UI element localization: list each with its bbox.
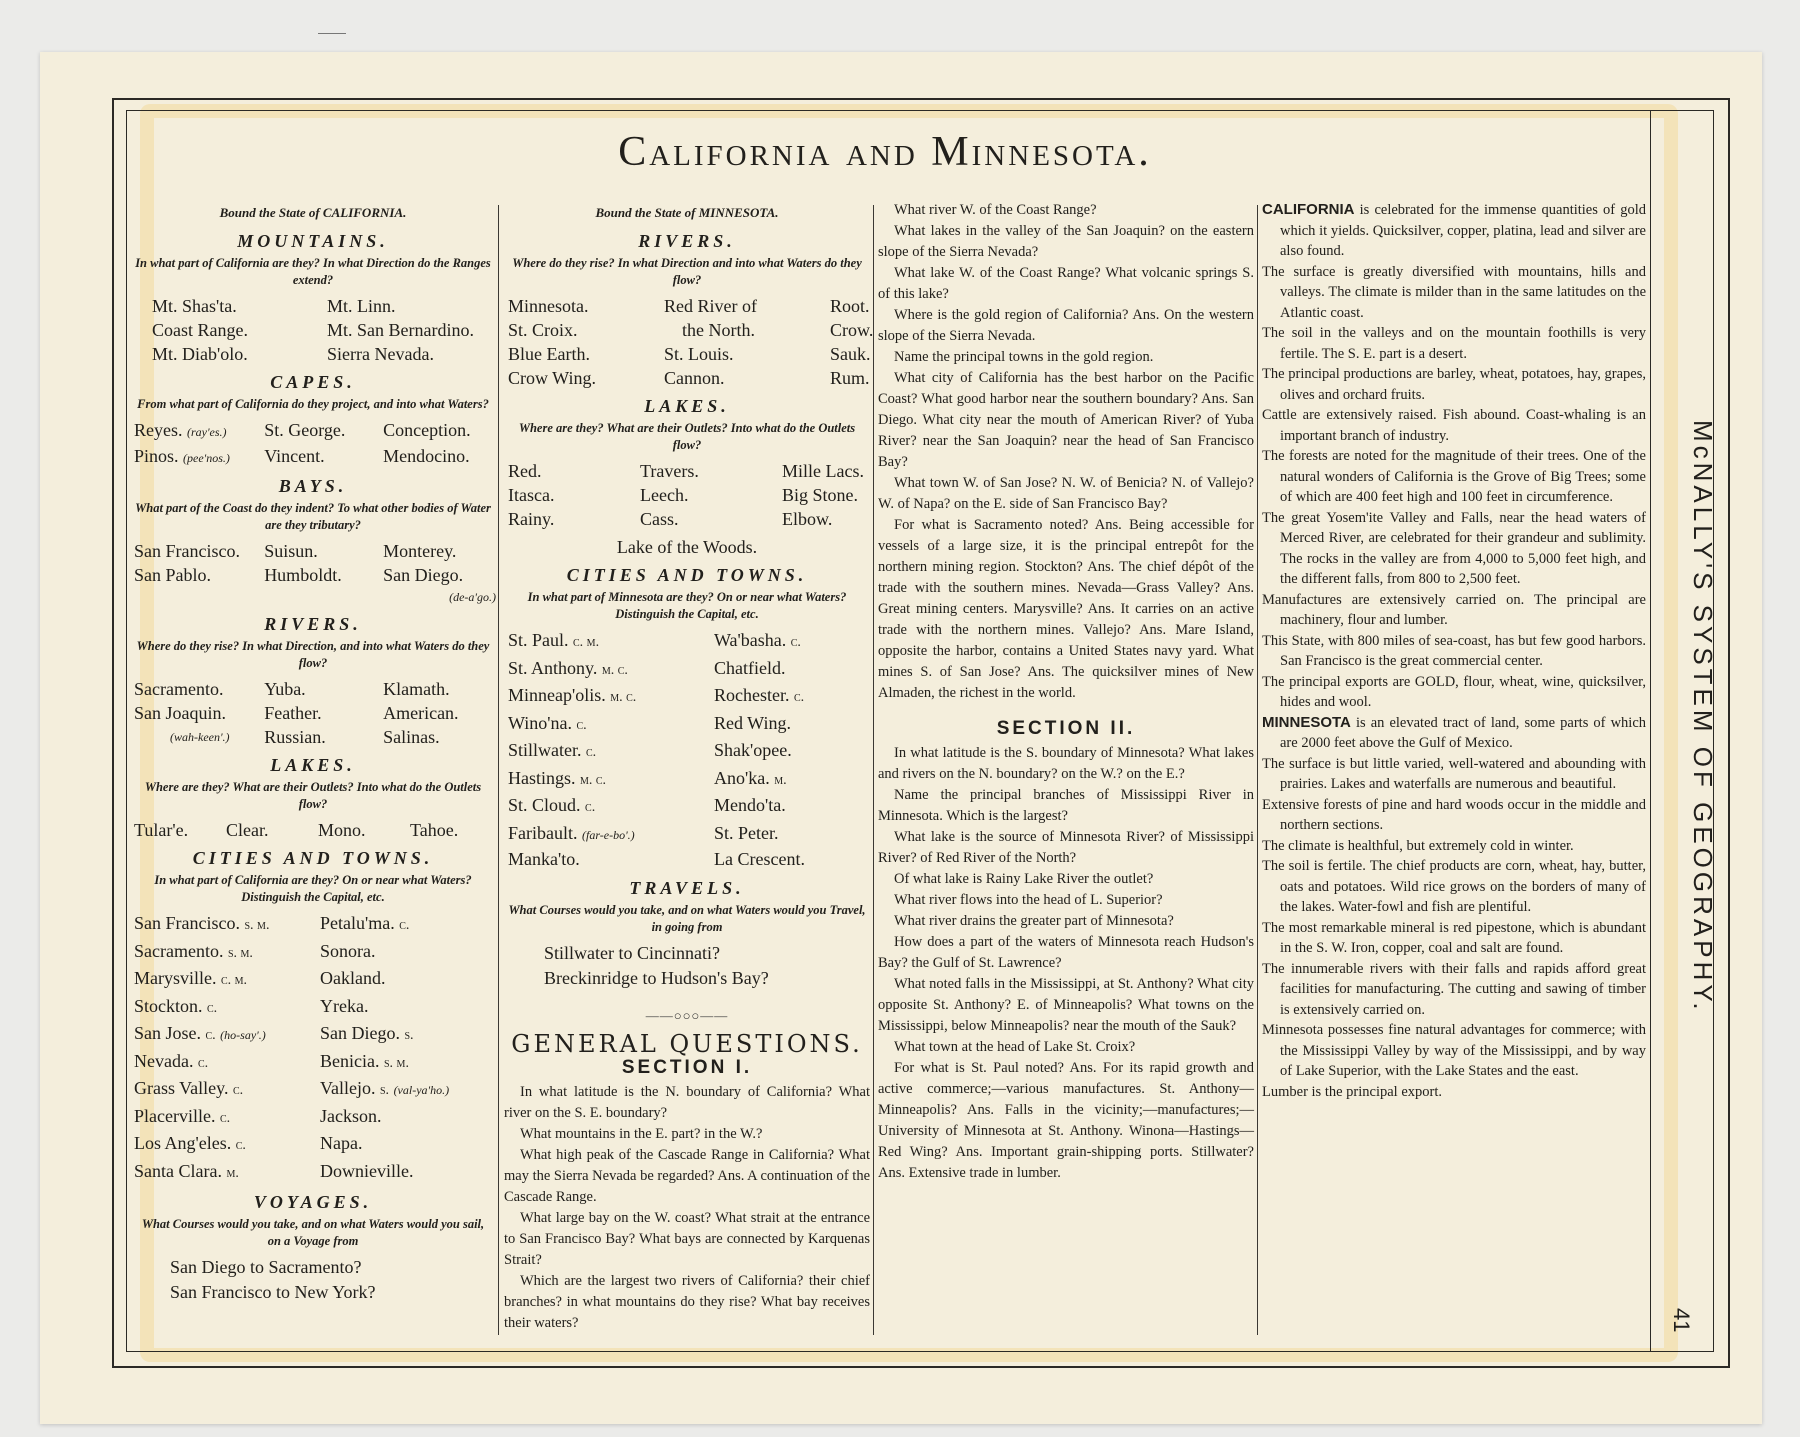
list-item: Crow. [830,320,874,340]
mn-travel-1: Stillwater to Cincinnati? [544,942,720,963]
california-bound: Bound the State of CALIFORNIA. [219,205,407,220]
column-rule-1 [498,205,499,1335]
description-paragraph: This State, with 800 miles of sea-coast, has but few good harbors. San Francisco is the great commercial center. [1262,632,1646,669]
city-item: San Diego. s. [320,1023,414,1043]
ca-rivers-list [130,677,496,749]
description-paragraph: MINNESOTA is an elevated tract of land, some parts of which are 2000 feet above the Gulf of Mexico. [1262,713,1647,751]
list-item: Reyes. (ray'es.) [134,420,227,440]
questions-column [878,200,1254,1184]
city-item: Mendo'ta. [714,795,786,815]
mn-travels-question: What Courses would you take, and on what Waters would you Travel, in going from [508,902,866,934]
ca-voyages-heading: VOYAGES. [253,1192,373,1212]
description-paragraph: The principal productions are barley, wheat, potatoes, hay, grapes, olives and orchard fruits. [1262,366,1646,403]
city-item: Marysville. c. m. [134,968,248,988]
description-paragraph: The principal exports are GOLD, flour, wheat, wine, quicksilver, hides and wool. [1262,673,1646,710]
city-item: Hastings. m. c. [508,767,607,788]
city-item: La Crescent. [714,849,805,869]
mn-cities-list [504,628,870,872]
city-item: Chatfield. [714,657,786,678]
list-item: Rainy. [508,509,555,529]
city-item: Petalu'ma. c. [320,913,410,933]
question-paragraph: What town W. of San Jose? N. W. of Benicia? N. of Vallejo? W. of Napa? on the E. side of San Francisco Bay? [878,475,1254,512]
mn-travels-heading: TRAVELS. [629,877,745,898]
ca-voyages-question: What Courses would you take, and on what Waters would you sail, on a Voyage from [141,1217,485,1248]
question-paragraph: How does a part of the waters of Minnesota reach Hudson's Bay? the Gulf of St. Lawrence? [878,934,1254,971]
ca-cities-question: In what part of California are they? On or near what Waters? Distinguish the Capital, etc. [154,873,472,904]
list-item: Sacramento. [134,679,224,699]
corner-tick-mark [318,33,346,34]
mn-lakes-heading: LAKES. [644,396,730,416]
mn-rivers-question: Where do they rise? In what Direction and into what Waters do they flow? [512,256,862,287]
city-item: Rochester. c. [714,685,805,705]
list-item: Pinos. (pee'nos.) [134,446,230,466]
list-item: Cass. [640,509,679,529]
section-1-continued [878,200,1254,704]
ca-mountains-heading: MOUNTAINS. [237,231,389,251]
list-item: St. Croix. [508,320,578,340]
pronunciation-note: (de-a'go.) [449,590,496,604]
question-paragraph: What river flows into the head of L. Superior? [894,892,1163,908]
question-paragraph: What large bay on the W. coast? What strait at the entrance to San Francisco Bay? What bays are connected by Karquenas Strait? [504,1209,870,1268]
question-paragraph: For what is St. Paul noted? Ans. For its rapid growth and active commerce;—various manufactures. St. Anthony—Minneapolis? Ans. Falls in the vicinity;—manufactures;—University of Minnesota at St. Anthony. Winona—Hastings—Red Wing? Ans. Important grain-shipping ports. Stillwater? Ans. Extensive trade in lumber. [878,1060,1254,1181]
list-item: Sauk. [830,344,871,364]
list-item: Rum. [830,368,870,388]
city-item: Sonora. [320,940,376,961]
city-item: Jackson. [320,1105,382,1126]
list-item: St. George. [264,420,346,440]
list-item: Monterey. [383,541,457,561]
list-item: Mt. San Bernardino. [327,320,474,340]
minnesota-column [504,200,874,1334]
city-item: Faribault. (far-e-bo'.) [508,822,635,843]
question-paragraph: What city of California has the best harbor on the Pacific Coast? What good harbor near the southern boundary? Ans. San Diego. What city near the mouth of American River? of Yuba River? near the San Joaquin? near the head of San Francisco Bay? [878,370,1254,470]
list-item: San Joaquin. [134,703,226,723]
ca-cities-heading: CITIES AND TOWNS. [192,848,434,868]
city-item: Manka'to. [508,849,580,869]
list-item: American. [383,703,459,723]
question-paragraph: What river W. of the Coast Range? [894,202,1097,218]
description-paragraph: Cattle are extensively raised. Fish abound. Coast-whaling is an important branch of industry. [1262,407,1646,444]
list-item: Crow Wing. [508,368,596,388]
mn-lake-of-the-woods: Lake of the Woods. [616,537,758,557]
list-item: Klamath. [383,679,450,699]
list-item: San Francisco. [134,541,240,561]
list-item: Conception. [383,420,471,440]
city-item: St. Peter. [714,822,779,843]
question-paragraph: In what latitude is the S. boundary of Minnesota? What lakes and rivers on the N. boundary? on the W.? on the E.? [878,745,1254,782]
list-item: Blue Earth. [508,344,590,364]
question-paragraph: What river drains the greater part of Minnesota? [894,913,1174,929]
list-item: Tahoe. [410,820,459,840]
minnesota-bound: Bound the State of MINNESOTA. [595,205,779,220]
city-item: Nevada. c. [134,1050,209,1071]
page-title: California and Minnesota. [618,129,1152,175]
question-paragraph: What noted falls in the Mississippi, at St. Anthony? What city opposite St. Anthony? E. of Minneapolis? What towns on the Mississippi, below Minneapolis? near the mouth of the Sauk? [878,976,1254,1034]
mn-rivers-list [504,294,874,390]
city-item: Wa'basha. c. [714,630,801,650]
list-item: Clear. [226,820,269,840]
description-paragraph: The soil in the valleys and on the mountain foothills is very fertile. The S. E. part is a desert. [1262,325,1646,362]
list-item: Humboldt. [264,565,342,585]
city-item: Placerville. c. [134,1105,231,1126]
city-item: Sacramento. s. m. [134,940,253,961]
section-2-heading: SECTION II. [996,718,1136,739]
ca-rivers-question: Where do they rise? In what Direction, and into what Waters do they flow? [136,639,490,670]
question-paragraph: What lake W. of the Coast Range? What volcanic springs S. of this lake? [878,265,1254,302]
list-item: Cannon. [664,368,725,388]
list-item: Travers. [640,461,699,481]
description-paragraph: Extensive forests of pine and hard woods occur in the middle and northern sections. [1262,796,1646,833]
list-item: Sierra Nevada. [327,344,434,364]
ca-capes-question: From what part of California do they project, and into what Waters? [137,397,489,411]
ca-cities-list [130,911,496,1186]
ca-mountains-question: In what part of California are they? In what Direction do the Ranges extend? [135,256,491,287]
ca-mountains-list [130,294,496,366]
city-item: St. Anthony. m. c. [508,657,628,678]
description-paragraph: The climate is healthful, but extremely cold in winter. [1262,837,1574,854]
city-item: Downieville. [320,1160,414,1181]
ca-rivers-heading: RIVERS. [264,614,362,634]
city-item: San Francisco. s. m. [134,913,270,933]
city-item: Wino'na. c. [508,712,587,733]
question-paragraph: In what latitude is the N. boundary of California? What river on the S. E. boundary? [504,1083,870,1121]
pronunciation-note: (wah-keen'.) [170,730,230,744]
list-item: Coast Range. [152,320,248,340]
city-item: Santa Clara. m. [134,1160,239,1181]
description-paragraph: The most remarkable mineral is red pipestone, which is abundant in the S. W. Iron, copper, coal and salt are found. [1262,919,1646,956]
city-item: Minneap'olis. m. c. [508,685,637,705]
city-item: Red Wing. [714,712,791,733]
description-paragraph: The surface is greatly diversified with mountains, hills and valleys. The climate is milder than in the same latitudes on the Atlantic coast. [1262,263,1646,321]
descriptions-column [1262,200,1646,1102]
minnesota-description [1262,713,1646,1103]
mn-lakes-question: Where are they? What are their Outlets? Into what do the Outlets flow? [518,421,856,452]
question-paragraph: What lakes in the valley of the San Joaquin? on the eastern slope of the Sierra Nevada? [878,223,1254,260]
ca-lakes-heading: LAKES. [270,755,356,775]
ornament-divider: ——○○○—— [645,1007,729,1023]
column-rule-3 [1257,205,1258,1335]
list-item: Salinas. [383,727,440,747]
list-item: Tular'e. [134,820,189,840]
list-item: the North. [682,320,755,340]
ca-bays-heading: BAYS. [278,476,348,496]
list-item: Elbow. [782,509,833,529]
city-item: Stockton. c. [134,995,218,1016]
page-number: 41 [1669,1308,1694,1333]
description-paragraph: Lumber is the principal export. [1262,1083,1442,1100]
california-description [1262,200,1646,713]
list-item: Big Stone. [782,485,859,505]
general-questions-heading: GENERAL QUESTIONS. [511,1029,863,1058]
city-item: Grass Valley. c. [134,1078,244,1098]
mn-lakes-list [504,459,870,531]
list-item: Vincent. [264,446,325,466]
description-paragraph: Minnesota possesses fine natural advantages for commerce; with the Mississippi Valley by way of the Mississippi, and by way of Lake Superior, with the Lake States and the east. [1262,1022,1646,1079]
question-paragraph: Where is the gold region of California? Ans. On the western slope of the Sierra Nevada. [878,307,1254,344]
city-item: Benicia. s. m. [320,1050,409,1071]
list-item: Minnesota. [508,296,589,316]
question-paragraph: What town at the head of Lake St. Croix? [894,1039,1136,1055]
side-rule [1650,111,1651,1351]
description-paragraph: The soil is fertile. The chief products are corn, wheat, hay, butter, oats and potatoes. Wild rice grows on the borders of many of the lakes. Water-fowl and fish are plentiful. [1262,858,1646,915]
list-item: San Diego. [383,565,464,585]
city-item: Shak'opee. [714,740,792,760]
question-paragraph: Name the principal branches of Mississippi River in Minnesota. Which is the largest? [878,787,1254,824]
list-item: Mt. Shas'ta. [152,296,237,316]
mn-travel-2: Breckinridge to Hudson's Bay? [544,967,769,988]
city-item: St. Cloud. c. [508,795,596,815]
list-item: Leech. [640,485,689,505]
mn-rivers-heading: RIVERS. [638,231,736,251]
list-item: Root. [830,296,870,316]
section-1-heading: SECTION I. [621,1056,753,1078]
city-item: Stillwater. c. [508,740,597,760]
list-item: Mt. Diab'olo. [152,344,248,364]
city-item: San Jose. c. (ho-say'.) [134,1023,266,1043]
description-paragraph: CALIFORNIA is celebrated for the immense quantities of gold which it yields. Quicksilver, copper, platina, lead and silver are also found. [1262,201,1647,259]
list-item: St. Louis. [664,344,734,364]
list-item: Red. [508,461,542,481]
list-item: Russian. [264,727,326,747]
city-item: Yreka. [320,995,369,1016]
description-paragraph: The surface is but little varied, well-watered and abounding with prairies. Lakes and waterfalls are numerous and beautiful. [1262,755,1646,792]
series-title: McNALLY'S SYSTEM OF GEOGRAPHY. [1688,420,1718,1014]
question-paragraph: What high peak of the Cascade Range in California? What may the Sierra Nevada be regarded? Ans. A continuation of the Cascade Range. [504,1146,871,1205]
description-paragraph: The forests are noted for the magnitude of their trees. One of the natural wonders of California is the Grove of Big Trees; some of which are 400 feet high and 100 feet in circumference. [1262,448,1646,505]
section-2-text [878,743,1254,1184]
description-paragraph: Manufactures are extensively carried on. The principal are machinery, flour and lumber. [1262,591,1646,628]
section-1-text [504,1082,870,1334]
ca-voyage-2: San Francisco to New York? [170,1282,376,1302]
ca-bays-question: What part of the Coast do they indent? To what other bodies of Water are they tributary? [135,501,491,532]
ca-lakes-question: Where are they? What are their Outlets? Into what do the Outlets flow? [144,780,482,811]
question-paragraph: What mountains in the E. part? in the W.? [520,1125,763,1142]
ca-capes-heading: CAPES. [270,372,356,392]
question-paragraph: Name the principal towns in the gold region. [894,349,1154,365]
list-item: Red River of [664,296,757,316]
question-paragraph: For what is Sacramento noted? Ans. Being accessible for vessels of a large size, it is the principal entrepôt for the northern mining region. Stockton? Ans. The chief dépôt of the trade with the southern mines. Nevada—Grass Valley? Ans. Great mining centers. Marysville? Ans. It carries on an active trade with the northern mines. Vallejo? Ans. Mare Island, opposite the harbor, contains a United States navy yard. What mines S. of San Jose? Ans. The quicksilver mines of New Almaden, the richest in the world. [878,517,1254,701]
description-paragraph: The great Yosem'ite Valley and Falls, near the head waters of Merced River, are celebrated for their grandeur and sublimity. The rocks in the valley are from 4,000 to 5,000 feet high, and the different falls, from 800 to 2,500 feet. [1262,509,1646,587]
mn-cities-heading: CITIES AND TOWNS. [566,565,808,585]
ca-capes-list [130,418,496,470]
list-item: Mendocino. [383,446,470,466]
city-item: Los Ang'eles. c. [134,1133,246,1153]
city-item: St. Paul. c. m. [508,630,600,650]
list-item: Yuba. [264,679,306,699]
list-item: Mt. Linn. [327,296,396,316]
question-paragraph: Of what lake is Rainy Lake River the outlet? [894,871,1154,887]
list-item: Mille Lacs. [782,461,864,481]
list-item: San Pablo. [134,565,212,585]
city-item: Oakland. [320,968,386,988]
ca-lakes-list [130,818,496,842]
list-item: Suisun. [264,541,318,561]
question-paragraph: Which are the largest two rivers of California? their chief branches? in what mountains do they rise? What bay receives their waters? [504,1272,870,1331]
ca-voyage-1: San Diego to Sacramento? [170,1257,362,1277]
ca-bays-list [130,539,496,587]
question-paragraph: What lake is the source of Minnesota River? of Mississippi River? of Red River of the North? [878,829,1254,866]
city-item: Ano'ka. m. [714,767,787,788]
list-item: Feather. [264,703,322,723]
city-item: Vallejo. s. (val-ya'ho.) [320,1078,450,1098]
mn-cities-question: In what part of Minnesota are they? On or near what Waters? Distinguish the Capital, etc. [527,590,847,621]
list-item: Itasca. [508,485,555,505]
description-paragraph: The innumerable rivers with their falls and rapids afford great facilities for manufacturing. The cutting and sawing of timber is extensively carried on. [1262,960,1646,1018]
list-item: Mono. [318,820,366,840]
city-item: Napa. [320,1133,363,1153]
california-column [130,200,496,1305]
